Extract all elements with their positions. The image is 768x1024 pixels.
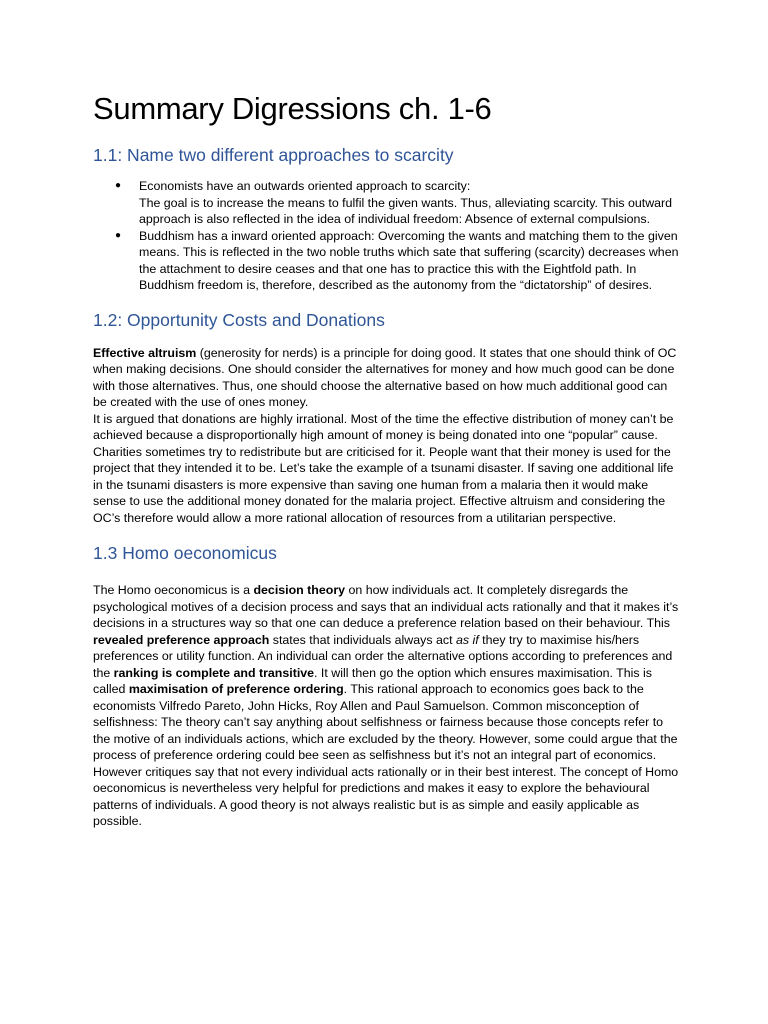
bold-term: revealed preference approach: [93, 632, 270, 647]
document-page: [93, 90, 683, 830]
paragraph: The Homo oeconomicus is a decision theory on how individuals act. It completely disregards the psychological motives of a decision process and says that an individual acts rationally and that it makes it’s decisions in a structures way so that one can deduce a preference relation based on their behaviour. This revealed preference approach states that individuals always act as if they try to maximise his/hers preferences or utility function. An individual can order the alternative options according to preferences and the ranking is complete and transitive. It will then go the option which ensures maximisation. This is called maximisation of preference ordering. This rational approach to economics goes back to the economists Vilfredo Pareto, John Hicks, Roy Allen and Paul Samuelson. Common misconception of selfishness: The theory can’t say anything about selfishness or fairness because those concepts refer to the motive of an individuals actions, which are excluded by the theory. However, some could argue that the process of preference ordering could bee seen as selfishness but it’s not an integral part of economics.: [93, 583, 679, 762]
section-heading-1-3: 1.3 Homo oeconomicus: [93, 543, 277, 563]
italic-term: as if: [455, 632, 479, 647]
list-item: [115, 178, 683, 228]
list-item-text: The goal is to increase the means to fulfil the given wants. Thus, alleviating scarcity. This outward approach is also reflected in the idea of individual freedom: Absence of external compulsions.: [139, 195, 673, 226]
paragraph: It is argued that donations are highly irrational. Most of the time the effective distribution of money can’t be achieved because a disproportionally high amount of money is being donated into one “popular” cause. Charities sometimes try to redistribute but are criticised for it. People want that their money is used for the project that they intended it to be. Let’s take the example of a tsunami disaster. If saving one additional life in the tsunami disasters is more expensive than saving one human from a malaria then it would make sense to use the additional money donated for the malaria project. Effective altruism and considering the OC’s therefore would allow a more rational allocation of resources from a utilitarian perspective.: [93, 411, 674, 525]
list-item-text: Buddhism has a inward oriented approach: Overcoming the wants and matching them to the given means. This is reflected in the two noble truths which sate that suffering (scarcity) decreases when the attachment to desire ceases and that one has to practice this with the Eightfold path. In Buddhism freedom is, therefore, described as the autonomy from the “dictatorship” of desires.: [139, 228, 679, 292]
section-heading-1-2: 1.2: Opportunity Costs and Donations: [93, 309, 385, 330]
bold-term: Effective altruism: [93, 345, 197, 360]
section-body: [93, 345, 683, 527]
bold-term: decision theory: [253, 583, 346, 597]
page-title: Summary Digressions ch. 1-6: [93, 91, 492, 126]
bold-term: maximisation of preference ordering: [128, 682, 344, 696]
section-body: [93, 582, 683, 830]
section-heading-1-1: 1.1: Name two different approaches to scarcity: [93, 145, 454, 165]
list-item: [115, 228, 683, 294]
paragraph: Effective altruism (generosity for nerds) is a principle for doing good. It states that one should think of OC when making decisions. One should consider the alternatives for money and how much good can be done with those alternatives. Thus, one should choose the alternative based on how much additional good can be created with the use of ones money.: [93, 345, 677, 409]
bullet-icon: ●: [115, 180, 122, 191]
bold-term: ranking is complete and transitive: [113, 665, 315, 680]
list-item-text: Economists have an outwards oriented approach to scarcity:: [139, 179, 471, 193]
paragraph: However critiques say that not every individual acts rationally or in their best interest. The concept of Homo oeconomicus is nevertheless very helpful for predictions and makes it easy to explore the behavioural patterns of individuals. A good theory is not always realistic but is as simple and easily applicable as possible.: [93, 764, 679, 828]
bullet-list: [93, 178, 683, 294]
bullet-icon: ●: [115, 229, 122, 241]
